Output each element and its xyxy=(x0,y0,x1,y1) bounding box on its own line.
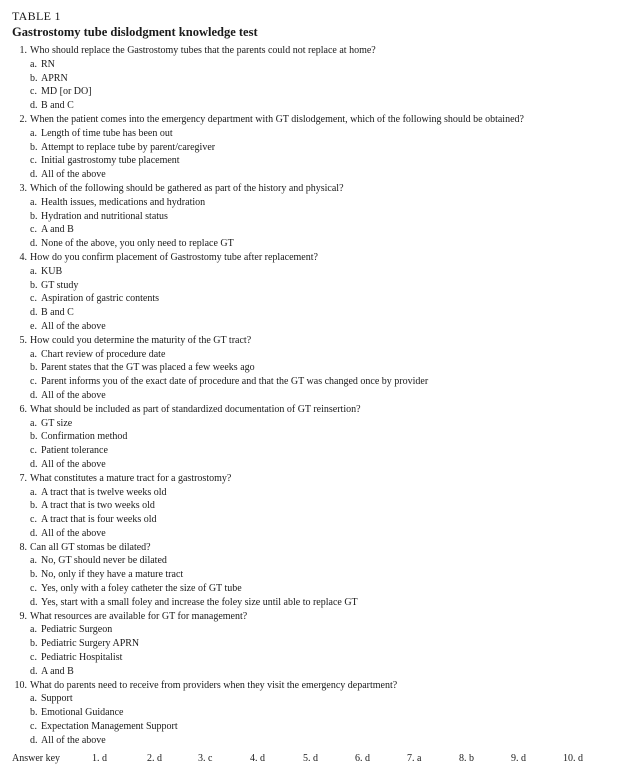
option-letter: c. xyxy=(30,293,37,305)
answer-option xyxy=(0,692,624,706)
question-number: 10. xyxy=(14,679,27,691)
question-number: 1. xyxy=(19,45,27,56)
option-letter: d. xyxy=(30,169,38,181)
answer-key-item: 9. d xyxy=(511,753,526,764)
question-10 xyxy=(0,679,624,748)
answer-option xyxy=(0,623,624,637)
option-text: RN xyxy=(41,58,55,70)
option-letter: a. xyxy=(30,693,37,705)
option-text: Yes, only with a foley catheter the size of GT tube xyxy=(41,583,242,595)
option-letter: c. xyxy=(30,652,37,664)
answer-option xyxy=(0,196,624,210)
answer-option xyxy=(0,141,624,155)
option-text: Pediatric Surgeon xyxy=(41,624,113,636)
option-letter: a. xyxy=(30,486,37,498)
answer-key-label: Answer key xyxy=(12,753,61,764)
answer-option xyxy=(0,72,624,86)
question-number: 5. xyxy=(19,334,27,346)
option-letter: d. xyxy=(30,596,38,608)
answer-option xyxy=(0,568,624,582)
question-5 xyxy=(0,334,624,403)
question-number: 6. xyxy=(19,403,27,415)
answer-key-item: 8. b xyxy=(459,753,474,764)
option-letter: b. xyxy=(30,638,38,650)
answer-option xyxy=(0,637,624,651)
option-letter: d. xyxy=(30,307,38,319)
question-line xyxy=(0,541,624,555)
question-4 xyxy=(0,251,624,334)
option-text: B and C xyxy=(41,307,74,319)
answer-option xyxy=(0,430,624,444)
answer-option xyxy=(0,486,624,500)
answer-option xyxy=(0,265,624,279)
option-text: Attempt to replace tube by parent/caregiver xyxy=(41,141,216,153)
option-text: Health issues, medications and hydration xyxy=(41,196,206,208)
option-letter: b. xyxy=(30,431,38,443)
answer-option xyxy=(0,348,624,362)
answer-option xyxy=(0,375,624,389)
option-text: Parent informs you of the exact date of procedure and that the GT was changed once by provider xyxy=(41,376,429,388)
question-line xyxy=(0,679,624,693)
question-number: 9. xyxy=(19,610,27,622)
option-text: Confirmation method xyxy=(41,431,128,443)
option-text: None of the above, you only need to replace GT xyxy=(41,238,234,250)
answer-key-item: 3. c xyxy=(198,753,213,764)
option-letter: d. xyxy=(30,389,38,401)
option-text: Yes, start with a small foley and increase the foley size until able to replace GT xyxy=(41,596,358,608)
answer-option xyxy=(0,361,624,375)
question-line xyxy=(0,113,624,127)
table-title: Gastrostomy tube dislodgment knowledge test xyxy=(12,25,258,39)
option-letter: c. xyxy=(30,445,37,457)
question-text: What do parents need to receive from providers when they visit the emergency department? xyxy=(30,679,398,691)
answer-option xyxy=(0,706,624,720)
option-letter: c. xyxy=(30,514,37,526)
answer-option xyxy=(0,458,624,472)
option-text: Pediatric Hospitalist xyxy=(41,652,123,664)
question-text: How could you determine the maturity of the GT tract? xyxy=(30,334,252,346)
question-7 xyxy=(0,472,624,541)
option-letter: a. xyxy=(30,265,37,277)
answer-key-item: 4. d xyxy=(250,753,265,764)
answer-option xyxy=(0,168,624,182)
answer-option xyxy=(0,292,624,306)
answer-option xyxy=(0,734,624,748)
option-text: Aspiration of gastric contents xyxy=(41,293,160,305)
option-letter: a. xyxy=(30,555,37,567)
question-text: How do you confirm placement of Gastrostomy tube after replacement? xyxy=(30,251,318,263)
question-line xyxy=(0,44,624,58)
option-text: Support xyxy=(41,693,73,705)
answer-option xyxy=(0,210,624,224)
option-text: A tract that is two weeks old xyxy=(41,500,155,512)
option-text: Hydration and nutritional status xyxy=(41,210,168,222)
answer-option xyxy=(0,554,624,568)
option-letter: b. xyxy=(30,707,38,719)
option-letter: c. xyxy=(30,721,37,733)
option-letter: a. xyxy=(30,127,37,139)
question-number: 8. xyxy=(19,541,27,553)
option-letter: d. xyxy=(30,665,38,677)
option-text: A tract that is four weeks old xyxy=(41,514,157,526)
question-6 xyxy=(0,403,624,472)
question-text: Which of the following should be gathered as part of the history and physical? xyxy=(30,182,344,194)
question-1 xyxy=(0,44,624,113)
option-text: Patient tolerance xyxy=(41,445,108,457)
option-text: All of the above xyxy=(41,458,106,470)
answer-key-item: 10. d xyxy=(563,753,583,764)
option-text: APRN xyxy=(41,72,68,84)
option-text: Parent states that the GT was placed a few weeks ago xyxy=(41,362,255,374)
option-text: A and B xyxy=(41,224,74,236)
option-text: All of the above xyxy=(41,389,106,401)
option-letter: b. xyxy=(30,210,38,222)
option-text: No, only if they have a mature tract xyxy=(41,569,184,581)
option-text: Emotional Guidance xyxy=(41,707,124,719)
option-letter: b. xyxy=(30,362,38,374)
option-text: All of the above xyxy=(41,734,106,746)
question-line xyxy=(0,610,624,624)
option-text: MD [or DO] xyxy=(41,86,92,98)
question-text: When the patient comes into the emergency department with GT dislodgement, which of the following should be obtained? xyxy=(30,113,524,125)
answer-key-item: 1. d xyxy=(92,753,107,764)
option-text: Expectation Management Support xyxy=(41,721,178,733)
question-number: 3. xyxy=(19,182,27,194)
answer-key-item: 5. d xyxy=(303,753,318,764)
question-number: 2. xyxy=(19,113,27,125)
question-line xyxy=(0,251,624,265)
option-letter: e. xyxy=(30,320,37,332)
question-line xyxy=(0,472,624,486)
answer-option xyxy=(0,417,624,431)
option-letter: b. xyxy=(30,279,38,291)
answer-option xyxy=(0,651,624,665)
option-letter: d. xyxy=(30,734,38,746)
option-text: Pediatric Surgery APRN xyxy=(41,638,140,650)
answer-option xyxy=(0,306,624,320)
question-9 xyxy=(0,610,624,679)
answer-option xyxy=(0,154,624,168)
option-letter: a. xyxy=(30,348,37,360)
option-text: Chart review of procedure date xyxy=(41,348,166,360)
answer-key-item: 2. d xyxy=(147,753,162,764)
option-letter: c. xyxy=(30,86,37,98)
option-text: All of the above xyxy=(41,169,106,181)
question-number: 4. xyxy=(19,251,27,263)
answer-option xyxy=(0,223,624,237)
option-letter: b. xyxy=(30,72,38,84)
option-text: A tract that is twelve weeks old xyxy=(41,486,167,498)
answer-option xyxy=(0,665,624,679)
answer-option xyxy=(0,237,624,251)
option-text: A and B xyxy=(41,665,74,677)
answer-option xyxy=(0,527,624,541)
option-text: All of the above xyxy=(41,527,106,539)
option-letter: c. xyxy=(30,224,37,236)
answer-key-item: 6. d xyxy=(355,753,370,764)
option-letter: c. xyxy=(30,376,37,388)
answer-option xyxy=(0,279,624,293)
answer-option xyxy=(0,513,624,527)
question-number: 7. xyxy=(19,472,27,484)
question-text: Can all GT stomas be dilated? xyxy=(30,541,151,553)
option-letter: b. xyxy=(30,500,38,512)
option-letter: a. xyxy=(30,58,37,70)
option-letter: a. xyxy=(30,417,37,429)
answer-option xyxy=(0,320,624,334)
option-letter: c. xyxy=(30,583,37,595)
option-letter: a. xyxy=(30,624,37,636)
answer-option xyxy=(0,720,624,734)
option-letter: c. xyxy=(30,155,37,167)
question-2 xyxy=(0,113,624,182)
option-text: B and C xyxy=(41,100,74,112)
option-text: KUB xyxy=(41,265,63,277)
option-letter: b. xyxy=(30,141,38,153)
answer-option xyxy=(0,127,624,141)
option-letter: d. xyxy=(30,100,38,112)
question-text: What should be included as part of standardized documentation of GT reinsertion? xyxy=(30,403,361,415)
question-list xyxy=(0,44,624,748)
option-letter: d. xyxy=(30,458,38,470)
question-8 xyxy=(0,541,624,610)
answer-option xyxy=(0,444,624,458)
option-text: GT size xyxy=(41,417,73,429)
answer-option xyxy=(0,596,624,610)
option-text: Length of time tube has been out xyxy=(41,127,173,139)
option-letter: d. xyxy=(30,527,38,539)
question-line xyxy=(0,334,624,348)
question-text: Who should replace the Gastrostomy tubes that the parents could not replace at home? xyxy=(30,45,376,56)
question-text: What resources are available for GT for management? xyxy=(30,610,248,622)
answer-option xyxy=(0,58,624,72)
question-line xyxy=(0,182,624,196)
option-text: All of the above xyxy=(41,320,106,332)
option-text: GT study xyxy=(41,279,79,291)
option-text: Initial gastrostomy tube placement xyxy=(41,155,180,167)
option-letter: a. xyxy=(30,196,37,208)
answer-option xyxy=(0,389,624,403)
answer-option xyxy=(0,85,624,99)
option-letter: b. xyxy=(30,569,38,581)
question-text: What constitutes a mature tract for a gastrostomy? xyxy=(30,472,232,484)
table-label: TABLE 1 xyxy=(12,9,61,23)
option-text: No, GT should never be dilated xyxy=(41,555,167,567)
answer-option xyxy=(0,99,624,113)
question-line xyxy=(0,403,624,417)
answer-key-item: 7. a xyxy=(407,753,422,764)
question-3 xyxy=(0,182,624,251)
answer-option xyxy=(0,499,624,513)
answer-key xyxy=(12,752,612,766)
option-letter: d. xyxy=(30,238,38,250)
answer-option xyxy=(0,582,624,596)
